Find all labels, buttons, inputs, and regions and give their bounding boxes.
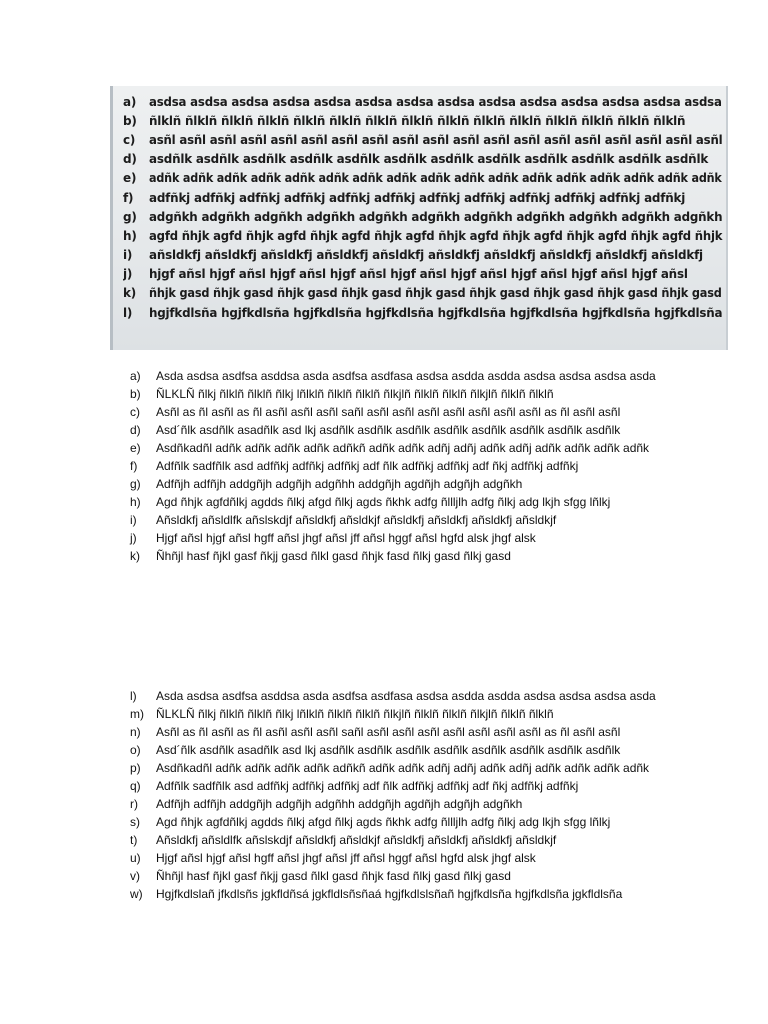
list-item — [130, 475, 670, 493]
list-item — [130, 493, 670, 511]
item-text: hgjfkdlsña hgjfkdlsña hgjfkdlsña hgjfkdlsña hgjfkdlsña hgjfkdlsña hgjfkdlsña hgjfkdlsña — [149, 305, 723, 320]
list-item — [130, 687, 670, 705]
list-item — [130, 511, 670, 529]
item-text: Asd´ñlk asdñlk asadñlk asd lkj asdñlk asdñlk asdñlk asdñlk asdñlk asdñlk asdñlk asdñlk — [156, 423, 621, 437]
list-item — [130, 421, 670, 439]
item-label: f) — [123, 190, 134, 205]
item-text: adñk adñk adñk adñk adñk adñk adñk adñk adñk adñk adñk adñk adñk adñk adñk adñk adñk — [149, 171, 722, 186]
item-label: g) — [123, 209, 137, 224]
item-label: m) — [130, 707, 144, 721]
item-text: Asdñkadñl adñk adñk adñk adñk adñkñ adñk adñk adñj adñj adñk adñj adñk adñk adñk adñk — [156, 761, 650, 775]
item-label: h) — [123, 228, 137, 243]
list-item — [130, 777, 670, 795]
item-text: ñhjk gasd ñhjk gasd ñhjk gasd ñhjk gasd ñhjk gasd ñhjk gasd ñhjk gasd ñhjk gasd ñhjk gasd — [149, 286, 722, 301]
photo-row — [123, 92, 726, 111]
item-label: j) — [130, 531, 137, 545]
list-item — [130, 885, 670, 903]
item-text: Asñl as ñl asñl as ñl asñl asñl asñl sañl asñl asñl asñl asñl asñl asñl asñl as ñl asñl asñl — [156, 405, 621, 419]
item-text: Ñhñjl hasf ñjkl gasf ñkjj gasd ñlkl gasd ñhjk fasd ñlkj gasd ñlkj gasd — [156, 549, 511, 563]
item-text: ñlklñ ñlklñ ñlklñ ñlklñ ñlklñ ñlklñ ñlklñ ñlklñ ñlklñ ñlklñ ñlklñ ñlklñ ñlklñ ñlklñ ñlklñ — [149, 113, 686, 128]
item-label: u) — [130, 851, 141, 865]
item-text: Asdñkadñl adñk adñk adñk adñk adñkñ adñk adñk adñj adñj adñk adñj adñk adñk adñk adñk — [156, 441, 650, 455]
item-label: v) — [130, 869, 140, 883]
item-text: adfñkj adfñkj adfñkj adfñkj adfñkj adfñkj adfñkj adfñkj adfñkj adfñkj adfñkj adfñkj — [149, 190, 686, 205]
item-label: r) — [130, 797, 138, 811]
photo-row — [123, 284, 726, 303]
item-text: Ñhñjl hasf ñjkl gasf ñkjj gasd ñlkl gasd ñhjk fasd ñlkj gasd ñlkj gasd — [156, 869, 511, 883]
transcription-list-two — [130, 687, 670, 903]
item-label: e) — [130, 441, 141, 455]
item-text: Asd´ñlk asdñlk asadñlk asd lkj asdñlk asdñlk asdñlk asdñlk asdñlk asdñlk asdñlk asdñlk — [156, 743, 621, 757]
photo-row — [123, 111, 726, 130]
item-text: Añsldkfj añsldlfk añslskdjf añsldkfj añsldkjf añsldkfj añsldkfj añsldkfj añsldkjf — [156, 513, 557, 527]
photo-row — [123, 188, 726, 207]
item-text: adgñkh adgñkh adgñkh adgñkh adgñkh adgñkh adgñkh adgñkh adgñkh adgñkh adgñkh — [149, 209, 723, 224]
item-text: agfd ñhjk agfd ñhjk agfd ñhjk agfd ñhjk agfd ñhjk agfd ñhjk agfd ñhjk agfd ñhjk agfd ñhjk — [149, 228, 723, 243]
item-label: c) — [130, 405, 140, 419]
item-text: Adfñjh adfñjh addgñjh adgñjh adgñhh addgñjh agdñjh adgñjh adgñkh — [156, 477, 523, 491]
item-text: Adfñlk sadfñlk asd adfñkj adfñkj adfñkj adf ñlk adfñkj adfñkj adf ñkj adfñkj adfñkj — [156, 779, 579, 793]
item-text: hjgf añsl hjgf añsl hjgf añsl hjgf añsl hjgf añsl hjgf añsl hjgf añsl hjgf añsl hjgf añsl — [149, 267, 688, 282]
item-text: Hgjfkdlslañ jfkdlsñs jgkfldñsá jgkfldlsñsñaá hgjfkdlslsñañ hgjfkdlsña hgjfkdlsña jgkfldlsña — [156, 887, 623, 901]
item-label: d) — [123, 152, 137, 167]
item-label: w) — [130, 887, 143, 901]
handwriting-photo — [110, 86, 728, 350]
list-item — [130, 723, 670, 741]
item-label: f) — [130, 459, 138, 473]
list-item — [130, 403, 670, 421]
item-label: g) — [130, 477, 141, 491]
item-label: i) — [130, 513, 137, 527]
photo-row — [123, 265, 726, 284]
photo-row — [123, 303, 726, 322]
photo-row — [123, 246, 726, 265]
item-label: d) — [130, 423, 141, 437]
item-label: k) — [130, 549, 140, 563]
item-label: k) — [123, 286, 137, 301]
list-item — [130, 741, 670, 759]
item-text: ÑLKLÑ ñlkj ñlklñ ñlklñ ñlkj lñlklñ ñlklñ ñlklñ ñlkjlñ ñlklñ ñlklñ ñlkjlñ ñlklñ ñlklñ — [156, 707, 554, 721]
item-text: asdñlk asdñlk asdñlk asdñlk asdñlk asdñlk asdñlk asdñlk asdñlk asdñlk asdñlk asdñlk — [149, 152, 709, 167]
item-label: p) — [130, 761, 141, 775]
photo-row — [123, 169, 726, 188]
photo-row-list — [113, 86, 726, 322]
list-item — [130, 367, 670, 385]
item-text: Hjgf añsl hjgf añsl hgff añsl jhgf añsl jff añsl hggf añsl hgfd alsk jhgf alsk — [156, 851, 536, 865]
item-label: b) — [123, 113, 137, 128]
item-text: asñl asñl asñl asñl asñl asñl asñl asñl asñl asñl asñl asñl asñl asñl asñl asñl asñl asñl asñl — [149, 132, 723, 147]
list-item — [130, 759, 670, 777]
list-item — [130, 831, 670, 849]
item-text: Asñl as ñl asñl as ñl asñl asñl asñl sañl asñl asñl asñl asñl asñl asñl asñl as ñl asñl asñl — [156, 725, 621, 739]
item-label: l) — [130, 689, 137, 703]
list-item — [130, 457, 670, 475]
item-text: Añsldkfj añsldlfk añslskdjf añsldkfj añsldkjf añsldkfj añsldkfj añsldkfj añsldkjf — [156, 833, 557, 847]
photo-row — [123, 226, 726, 245]
list-item — [130, 813, 670, 831]
list-item — [130, 439, 670, 457]
list-item — [130, 849, 670, 867]
item-label: b) — [130, 387, 141, 401]
list-item — [130, 867, 670, 885]
transcription-list-one — [130, 367, 670, 565]
item-label: i) — [123, 248, 133, 263]
item-label: e) — [123, 171, 137, 186]
photo-row — [123, 150, 726, 169]
item-label: j) — [123, 267, 133, 282]
item-text: Adfñjh adfñjh addgñjh adgñjh adgñhh addgñjh agdñjh adgñjh adgñkh — [156, 797, 523, 811]
item-label: h) — [130, 495, 141, 509]
item-label: a) — [130, 369, 141, 383]
item-text: asdsa asdsa asdsa asdsa asdsa asdsa asdsa asdsa asdsa asdsa asdsa asdsa asdsa asdsa — [149, 94, 722, 109]
list-item — [130, 705, 670, 723]
item-text: Asda asdsa asdfsa asddsa asda asdfsa asdfasa asdsa asdda asdda asdsa asdsa asdsa asda — [156, 689, 656, 703]
item-text: Asda asdsa asdfsa asddsa asda asdfsa asdfasa asdsa asdda asdda asdsa asdsa asdsa asda — [156, 369, 656, 383]
item-label: n) — [130, 725, 141, 739]
photo-row — [123, 130, 726, 149]
list-item — [130, 795, 670, 813]
list-item — [130, 547, 670, 565]
item-text: añsldkfj añsldkfj añsldkfj añsldkfj añsldkfj añsldkfj añsldkfj añsldkfj añsldkfj añsldkfj — [149, 248, 703, 263]
photo-row — [123, 207, 726, 226]
item-label: c) — [123, 132, 136, 147]
list-item — [130, 529, 670, 547]
item-text: Agd ñhjk agfdñlkj agdds ñlkj afgd ñlkj agds ñkhk adfg ñllljlh adfg ñlkj adg lkjh sfgg lñlkj — [156, 815, 611, 829]
item-text: Agd ñhjk agfdñlkj agdds ñlkj afgd ñlkj agds ñkhk adfg ñllljlh adfg ñlkj adg lkjh sfgg lñlkj — [156, 495, 611, 509]
item-label: l) — [123, 305, 133, 320]
item-label: q) — [130, 779, 141, 793]
item-label: o) — [130, 743, 141, 757]
item-text: Adfñlk sadfñlk asd adfñkj adfñkj adfñkj adf ñlk adfñkj adfñkj adf ñkj adfñkj adfñkj — [156, 459, 579, 473]
item-text: ÑLKLÑ ñlkj ñlklñ ñlklñ ñlkj lñlklñ ñlklñ ñlklñ ñlkjlñ ñlklñ ñlklñ ñlkjlñ ñlklñ ñlklñ — [156, 387, 554, 401]
list-item — [130, 385, 670, 403]
item-label: s) — [130, 815, 140, 829]
item-text: Hjgf añsl hjgf añsl hgff añsl jhgf añsl jff añsl hggf añsl hgfd alsk jhgf alsk — [156, 531, 536, 545]
item-label: a) — [123, 94, 137, 109]
item-label: t) — [130, 833, 138, 847]
